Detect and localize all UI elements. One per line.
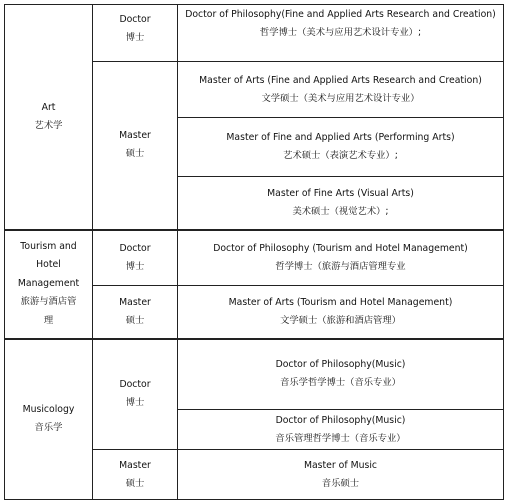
field-cell: [5, 5, 93, 230]
field-name-zh-line: 旅游与酒店管: [20, 296, 77, 308]
degree-level-zh: 硕士: [125, 148, 145, 160]
degree-programs-table: [4, 4, 504, 500]
degree-level-en: Master: [119, 130, 151, 142]
program-cell: [178, 118, 504, 177]
degree-level-en: Master: [119, 296, 151, 308]
program-cell: [178, 286, 504, 339]
field-name-en: Art: [41, 101, 56, 113]
field-name-zh: 艺术学: [34, 119, 63, 131]
program-name-zh: 哲学博士（美术与应用艺术设计专业）;: [259, 27, 422, 38]
degree-level-cell: [93, 5, 178, 62]
degree-level-zh: 博士: [125, 397, 145, 409]
program-name-zh: 音乐管理哲学博士（音乐专业）: [275, 432, 406, 444]
field-name-zh: 音乐学: [34, 422, 63, 434]
field-name-en: Musicology: [22, 404, 75, 416]
program-name-en: Master of Fine and Applied Arts (Performing Arts): [226, 132, 455, 143]
program-name-en: Master of Music: [303, 459, 378, 471]
program-cell: [178, 339, 504, 410]
field-name-en-line: Hotel: [36, 259, 61, 271]
program-name-en: Doctor of Philosophy(Fine and Applied Arts Research and Creation): [185, 9, 496, 20]
degree-level-cell: [93, 230, 178, 286]
degree-level-cell: [93, 286, 178, 339]
degree-level-zh: 硕士: [125, 477, 145, 489]
program-name-zh: 美术硕士（视觉艺术）;: [292, 205, 389, 217]
program-name-zh: 文学硕士（旅游和酒店管理）: [280, 314, 401, 326]
field-name-zh-line: 理: [43, 314, 54, 326]
degree-level-zh: 硕士: [125, 314, 145, 326]
program-cell: [178, 62, 504, 118]
program-name-en: Master of Fine Arts (Visual Arts): [267, 187, 414, 199]
program-name-zh: 哲学博士（旅游与酒店管理专业: [275, 260, 406, 272]
program-cell: [178, 177, 504, 230]
table-row: [5, 339, 504, 410]
program-name-en: Doctor of Philosophy(Music): [275, 414, 406, 426]
program-name-en: Doctor of Philosophy (Tourism and Hotel Management): [213, 242, 468, 254]
program-cell: [178, 230, 504, 286]
program-name-en: Master of Arts (Tourism and Hotel Management): [228, 296, 453, 308]
degree-level-cell: [93, 62, 178, 230]
program-cell: [178, 5, 504, 62]
program-name-zh: 艺术硕士（表演艺术专业）;: [283, 150, 398, 161]
program-cell: [178, 410, 504, 450]
table-row: [5, 230, 504, 286]
program-name-en: Master of Arts (Fine and Applied Arts Research and Creation): [199, 74, 482, 86]
degree-level-cell: [93, 450, 178, 500]
program-cell: [178, 450, 504, 500]
degree-level-cell: [93, 339, 178, 450]
degree-level-en: Doctor: [119, 242, 151, 254]
field-name-en-line: Management: [17, 277, 80, 289]
program-name-en: Doctor of Philosophy(Music): [275, 359, 406, 371]
degree-level-en: Doctor: [119, 379, 151, 391]
field-cell: [5, 230, 93, 339]
field-cell: [5, 339, 93, 500]
degree-level-zh: 博士: [125, 32, 145, 43]
field-name-en-line: Tourism and: [20, 240, 77, 252]
degree-level-en: Doctor: [119, 14, 151, 25]
degree-level-en: Master: [119, 459, 151, 471]
program-name-zh: 文学硕士（美术与应用艺术设计专业）: [261, 92, 420, 104]
program-name-zh: 音乐硕士: [321, 477, 360, 489]
degree-level-zh: 博士: [125, 260, 145, 272]
table-row: [5, 5, 504, 62]
program-name-zh: 音乐学哲学博士（音乐专业）: [280, 377, 401, 389]
